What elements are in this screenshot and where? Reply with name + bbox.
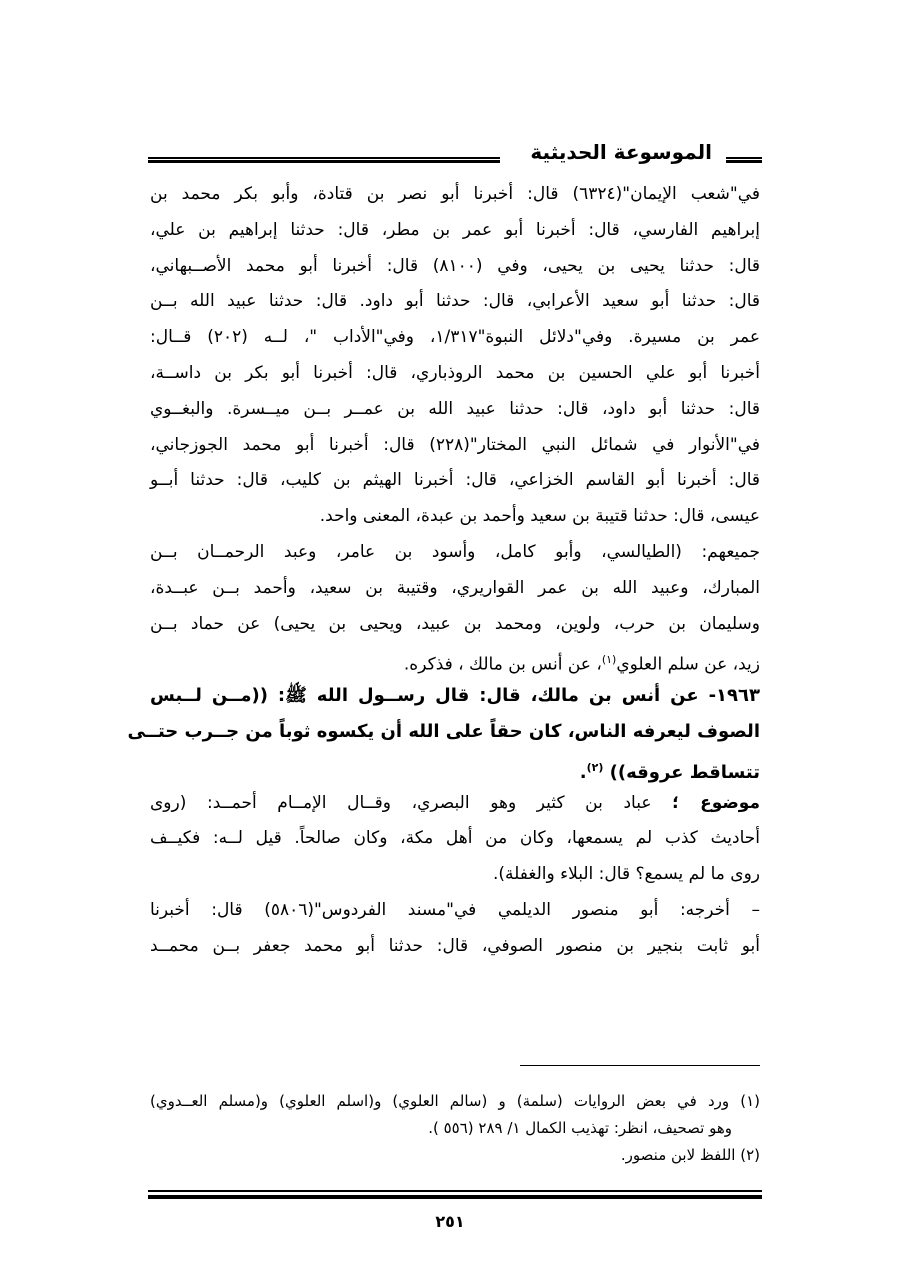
hadith-line: ١٩٦٣- عن أنس بن مالك، قال: قال رســول الله ﷺ: ((مــن لــبس (150, 685, 760, 707)
hadith-line (150, 750, 760, 786)
text-line: أحاديث كذب لم يسمعها، وكان من أهل مكة، وكان صالحاً. قيل لــه: فكيــف (150, 828, 760, 849)
main-text (127, 177, 761, 965)
grading-label: موضوع ؛ (672, 792, 760, 813)
text-line (150, 786, 760, 822)
text-line: – أخرجه: أبو منصور الديلمي في"مسند الفردوس"(٥٨٠٦) قال: أخبرنا (150, 899, 760, 920)
header-rule-right-thin (726, 162, 762, 163)
text-span: زيد، عن سلم العلوي (616, 655, 760, 676)
text-line: عمر بن مسيرة. وفي"دلائل النبوة"١/٣١٧، وفي"الأداب "، لــه (٢٠٢) قــال: (150, 327, 760, 348)
bottom-rule-thin (148, 1190, 762, 1192)
footnotes (150, 1088, 760, 1169)
text-line: أخبرنا أبو علي الحسين بن محمد الروذباري، قال: أخبرنا أبو بكر بن داســة، (150, 362, 760, 383)
text-line: قال: أخبرنا أبو القاسم الخزاعي، قال: أخبرنا الهيثم بن كليب، قال: حدثنا أبــو (150, 470, 760, 491)
text-line: في"شعب الإيمان"(٦٣٢٤) قال: أخبرنا أبو نصر بن قتادة، وأبو بكر محمد بن (150, 184, 760, 204)
footnote-ref-1[interactable]: (١) (601, 653, 617, 667)
text-line: في"الأنوار في شمائل النبي المختار"(٢٢٨) قال: أخبرنا أبو محمد الجوزجاني، (150, 434, 760, 455)
text-line: قال: حدثنا أبو داود، قال: حدثنا عبيد الله بن عمــر بــن ميــسرة. والبغــوي (150, 398, 760, 419)
text-line: روى ما لم يسمع؟ قال: البلاء والغفلة). (493, 864, 760, 885)
page-number: ٢٥١ (435, 1212, 465, 1231)
text-span: عباد بن كثير وهو البصري، وقــال الإمــام أحمــد: (روى (150, 792, 673, 813)
text-line (150, 642, 760, 678)
header-rule-left-thin (148, 162, 500, 163)
footnote-1: (١) ورد في بعض الروايات (سلمة) و (سالم العلوي) و(اسلم العلوي) و(مسلم العــدوي) (150, 1092, 760, 1110)
text-line: وسليمان بن حرب، ولوين، ومحمد بن عبيد، ويحيى بن يحيى) عن حماد بــن (150, 613, 760, 634)
hadith-line: الصوف ليعرفه الناس، كان حقاً على الله أن يكسوه ثوباً من جــرب حتــى (127, 720, 760, 742)
text-line: عيسى، قال: حدثنا قتيبة بن سعيد وأحمد بن عبدة، المعنى واحد. (319, 506, 760, 527)
text-span: تتساقط عروقه)) (603, 761, 760, 783)
footnote-1-cont: وهو تصحيف، انظر: تهذيب الكمال ١/ ٢٨٩ (٥٥٦ ). (428, 1119, 732, 1137)
text-span: ، عن أنس بن مالك ، فذكره. (403, 655, 602, 676)
running-header (148, 140, 762, 170)
footnote-separator (520, 1065, 760, 1066)
header-title: الموسوعة الحديثية (522, 140, 720, 164)
bottom-rule-thick (148, 1195, 762, 1199)
footnote-ref-2[interactable]: (٢) (586, 760, 604, 774)
text-line: أبو ثابت بنجير بن منصور الصوفي، قال: حدثنا أبو محمد جعفر بــن محمــد (150, 935, 760, 956)
text-line: إبراهيم الفارسي، قال: أخبرنا أبو عمر بن مطر، قال: حدثنا إبراهيم بن علي، (150, 219, 760, 240)
text-line: جميعهم: (الطيالسي، وأبو كامل، وأسود بن عامر، وعبد الرحمــان بــن (150, 541, 760, 562)
text-line: قال: حدثنا يحيى بن يحيى، وفي (٨١٠٠) قال: أخبرنا أبو محمد الأصــبهاني، (150, 255, 761, 276)
text-line: المبارك، وعبيد الله بن عمر القواريري، وقتيبة بن سعيد، وأحمد بــن عبــدة، (150, 577, 760, 598)
text-line: قال: حدثنا أبو سعيد الأعرابي، قال: حدثنا أبو داود. قال: حدثنا عبيد الله بــن (150, 291, 760, 312)
footnote-2: (٢) اللفظ لابن منصور. (620, 1146, 760, 1164)
text-span: . (579, 761, 587, 783)
